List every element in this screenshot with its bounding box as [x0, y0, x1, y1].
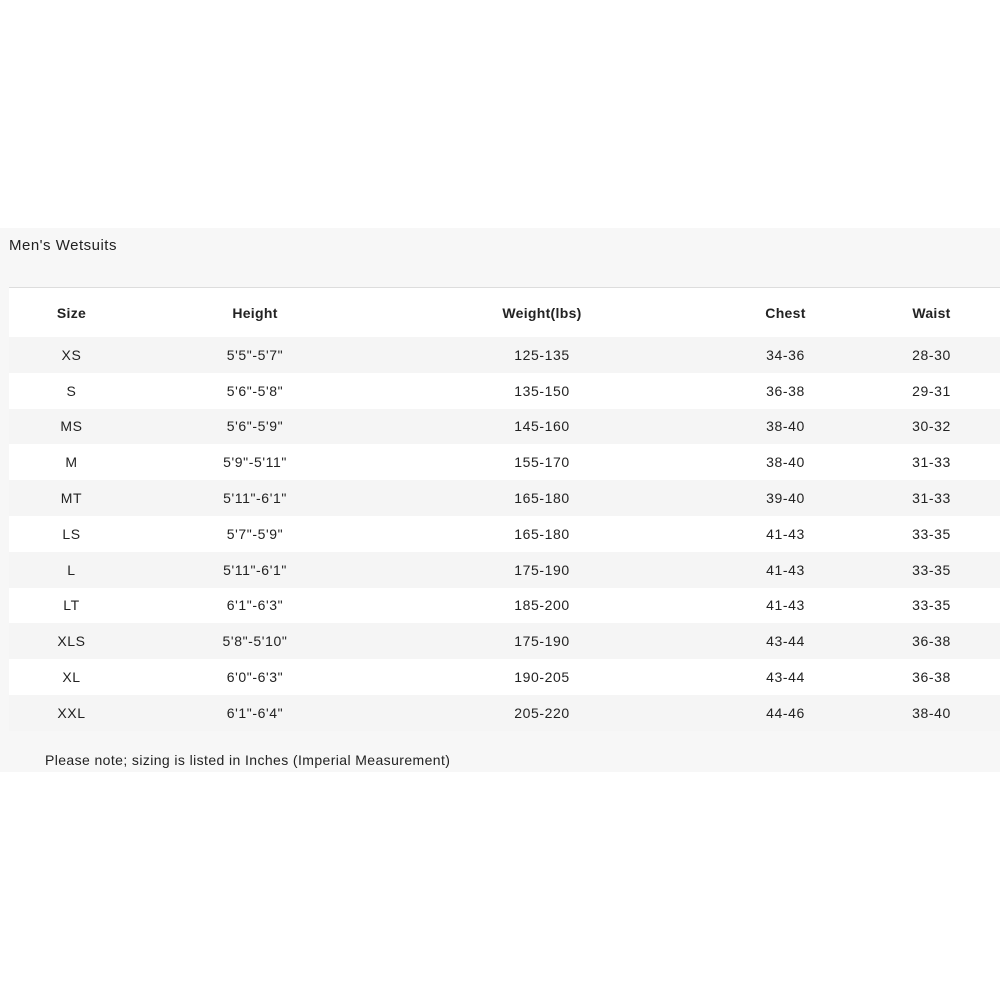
cell-weight: 155-170 [514, 454, 570, 471]
cell-chest: 43-44 [766, 633, 805, 650]
cell-chest: 41-43 [766, 597, 805, 614]
cell-weight: 185-200 [514, 597, 570, 614]
table-row [9, 516, 1000, 552]
table-row [9, 480, 1000, 516]
cell-waist: 38-40 [912, 704, 951, 721]
cell-height: 6'1"-6'4" [226, 704, 284, 721]
column-header-size: Size [56, 304, 87, 321]
cell-size: XS [61, 346, 82, 363]
cell-waist: 31-33 [912, 490, 951, 507]
cell-height: 5'7"-5'9" [226, 525, 284, 542]
cell-height: 6'1"-6'3" [226, 597, 284, 614]
cell-waist: 29-31 [912, 382, 951, 399]
cell-chest: 34-36 [766, 346, 805, 363]
table-row [9, 659, 1000, 695]
table-row [9, 695, 1000, 731]
cell-chest: 44-46 [766, 704, 805, 721]
table-row [9, 623, 1000, 659]
cell-size: XLS [57, 633, 86, 650]
table-row [9, 588, 1000, 624]
cell-height: 5'11"-6'1" [223, 561, 287, 578]
cell-waist: 33-35 [912, 525, 951, 542]
cell-chest: 38-40 [766, 454, 805, 471]
cell-weight: 125-135 [514, 346, 570, 363]
cell-height: 6'0"-6'3" [226, 669, 284, 686]
cell-weight: 135-150 [514, 382, 570, 399]
cell-weight: 165-180 [514, 490, 570, 507]
cell-weight: 205-220 [514, 704, 570, 721]
size-chart-panel [0, 228, 1000, 772]
column-header-waist: Waist [912, 304, 951, 321]
cell-size: L [67, 561, 76, 578]
cell-chest: 38-40 [766, 418, 805, 435]
cell-chest: 36-38 [766, 382, 805, 399]
cell-size: S [66, 382, 77, 399]
cell-chest: 39-40 [766, 490, 805, 507]
table-row [9, 552, 1000, 588]
table-row [9, 337, 1000, 373]
column-header-chest: Chest [765, 304, 806, 321]
cell-size: LT [63, 597, 80, 614]
table-row [9, 444, 1000, 480]
cell-size: MS [60, 418, 83, 435]
cell-chest: 41-43 [766, 525, 805, 542]
cell-weight: 165-180 [514, 525, 570, 542]
sizing-note: Please note; sizing is listed in Inches (Imperial Measurement) [45, 752, 451, 768]
table-row [9, 373, 1000, 409]
cell-height: 5'6"-5'8" [226, 382, 284, 399]
size-table [9, 288, 1000, 731]
table-row [9, 409, 1000, 445]
column-header-weight: Weight(lbs) [502, 304, 582, 321]
cell-chest: 41-43 [766, 561, 805, 578]
page-title: Men's Wetsuits [9, 237, 117, 254]
cell-waist: 28-30 [912, 346, 951, 363]
cell-waist: 36-38 [912, 669, 951, 686]
cell-weight: 175-190 [514, 633, 570, 650]
cell-height: 5'9"-5'11" [223, 454, 287, 471]
cell-size: XXL [57, 704, 86, 721]
cell-chest: 43-44 [766, 669, 805, 686]
table-header-row [9, 288, 1000, 337]
cell-weight: 145-160 [514, 418, 570, 435]
cell-waist: 30-32 [912, 418, 951, 435]
cell-waist: 36-38 [912, 633, 951, 650]
column-header-height: Height [232, 304, 278, 321]
cell-waist: 31-33 [912, 454, 951, 471]
cell-waist: 33-35 [912, 597, 951, 614]
cell-weight: 190-205 [514, 669, 570, 686]
size-table-container [9, 288, 1000, 731]
cell-size: M [65, 454, 78, 471]
cell-size: XL [62, 669, 81, 686]
cell-weight: 175-190 [514, 561, 570, 578]
cell-height: 5'8"-5'10" [222, 633, 288, 650]
cell-waist: 33-35 [912, 561, 951, 578]
cell-height: 5'11"-6'1" [223, 490, 287, 507]
cell-size: MT [60, 490, 83, 507]
cell-height: 5'6"-5'9" [226, 418, 284, 435]
cell-height: 5'5"-5'7" [226, 346, 284, 363]
cell-size: LS [62, 525, 81, 542]
